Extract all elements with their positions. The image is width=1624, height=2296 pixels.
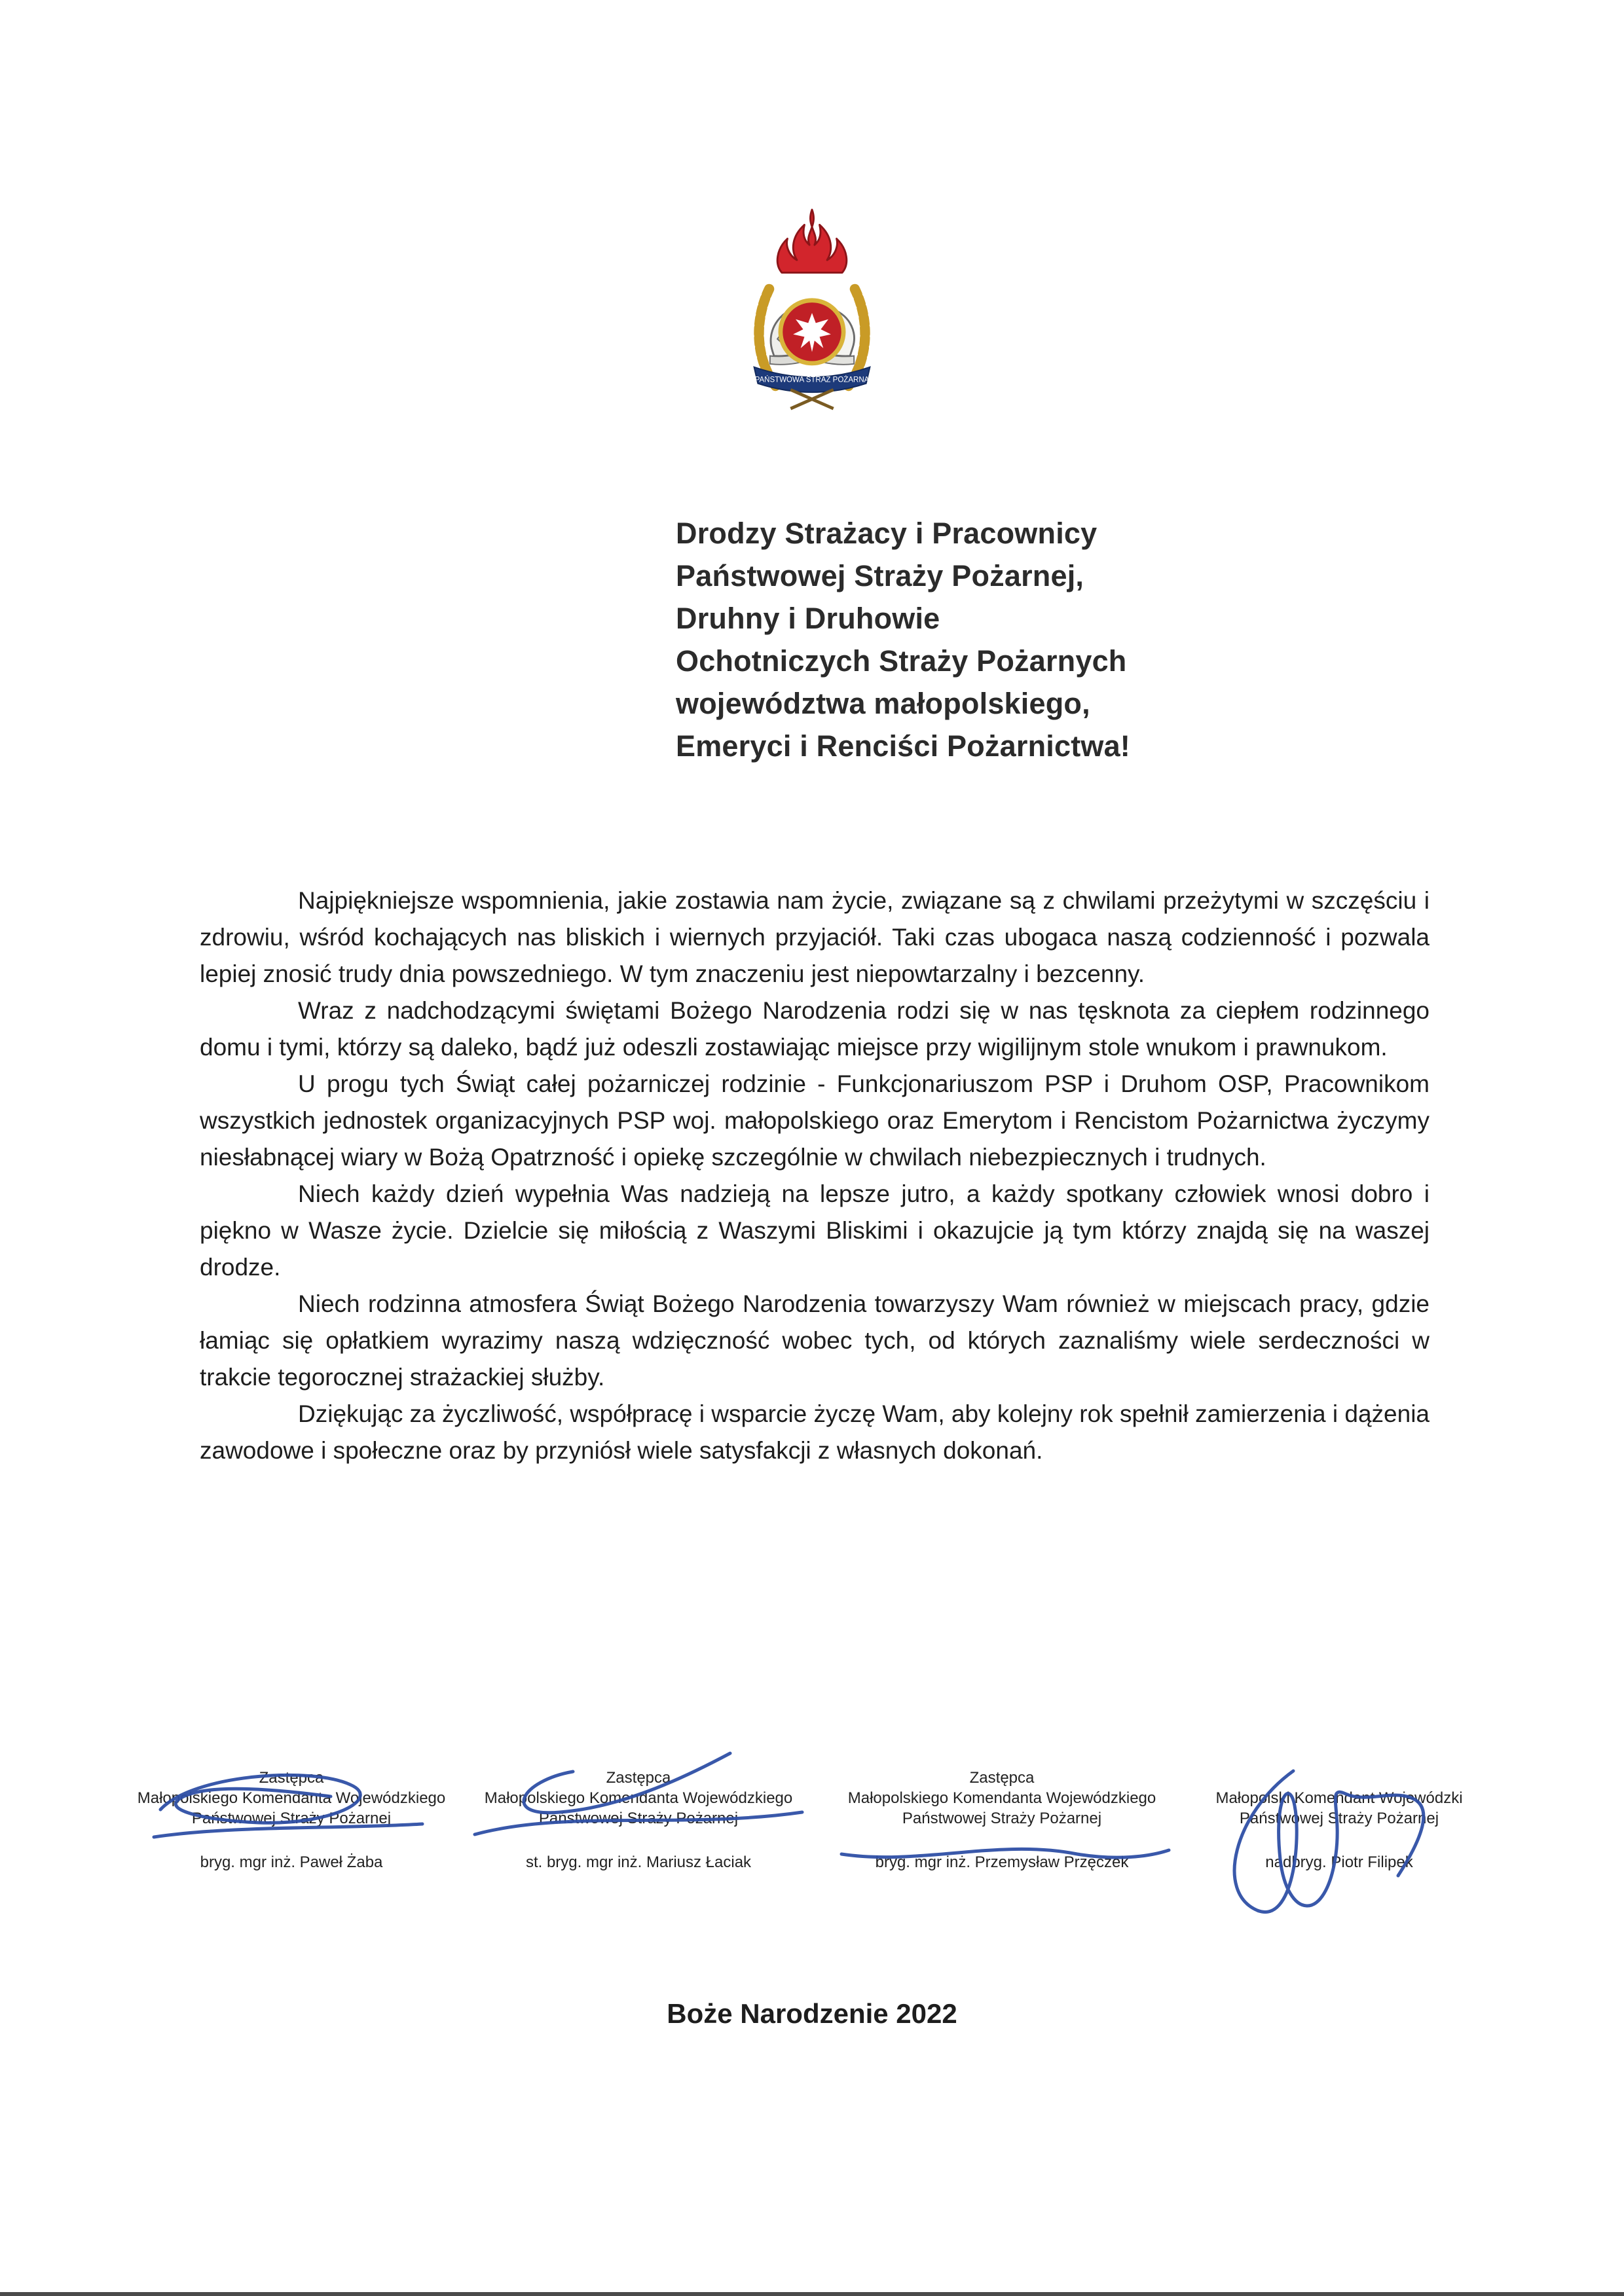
signature-block-zaba xyxy=(121,1768,462,1872)
closing-title: Boże Narodzenie 2022 xyxy=(667,1998,957,2029)
signature-role-line: Małopolskiego Komendanta Wojewódzkiego xyxy=(484,1789,793,1807)
scan-artifact-line xyxy=(0,2292,1624,2296)
signature-role-line: Państwowej Straży Pożarnej xyxy=(191,1810,392,1827)
signature-row xyxy=(0,1768,1624,1977)
signature-name: nadbryg. Piotr Filipek xyxy=(1265,1853,1413,1871)
body-paragraph: Niech rodzinna atmosfera Świąt Bożego Narodzenia towarzyszy Wam również w miejscach pracy, gdzie łamiąc się opłatkiem wyrazimy naszą wdzięczność wobec tych, od których zaznaliśmy wiele serdeczności w trakcie tegorocznej strażackiej służby. xyxy=(200,1290,1430,1391)
signature-role-line: Małopolski Komendant Wojewódzki xyxy=(1215,1789,1463,1807)
flame-icon xyxy=(777,210,847,272)
salutation-line: Drodzy Strażacy i Pracownicy xyxy=(676,517,1098,550)
salutation-line: województwa małopolskiego, xyxy=(676,687,1090,720)
signature-block-przeczek xyxy=(828,1768,1175,1872)
signature-role-line: Zastępca xyxy=(969,1769,1035,1787)
signature-block-filipek xyxy=(1202,1768,1477,1872)
signature-role-line: Państwowej Straży Pożarnej xyxy=(1239,1810,1439,1827)
signature-role-line: Zastępca xyxy=(259,1769,324,1787)
body-paragraph: Najpiękniejsze wspomnienia, jakie zostawia nam życie, związane są z chwilami przeżytymi w szczęściu i zdrowiu, wśród kochających nas bliskich i wiernych przyjaciół. Taki czas ubogaca naszą codzienność i pozwala lepiej znosić trudy dnia powszedniego. W tym znaczeniu jest niepowtarzalny i bezcenny. xyxy=(200,887,1430,987)
signature-role-line: Zastępca xyxy=(606,1769,671,1787)
body-paragraph: U progu tych Świąt całej pożarniczej rodzinie - Funkcjonariuszom PSP i Druhom OSP, Pracownikom wszystkich jednostek organizacyjnych PSP woj. małopolskiego oraz Emerytom i Rencistom Pożarnictwa życzymy niesłabnącej wiary w Bożą Opatrzność i opiekę szczególnie w chwilach niebezpiecznych i trudnych. xyxy=(200,1070,1430,1171)
signature-role-line: Państwowej Straży Pożarnej xyxy=(902,1810,1102,1827)
signature-name: bryg. mgr inż. Przemysław Przęczek xyxy=(875,1853,1129,1871)
salutation-line: Państwowej Straży Pożarnej, xyxy=(676,559,1084,592)
salutation-line: Druhny i Druhowie xyxy=(676,602,940,635)
letter-body xyxy=(200,883,1430,1469)
salutation-line: Emeryci i Renciści Pożarnictwa! xyxy=(676,729,1130,763)
signature-role-line: Państwowej Straży Pożarnej xyxy=(538,1810,739,1827)
signature-name: st. bryg. mgr inż. Mariusz Łaciak xyxy=(525,1853,752,1871)
salutation-heading xyxy=(676,512,1304,767)
signature-block-laciak xyxy=(471,1768,805,1872)
body-paragraph: Dziękując za życzliwość, współpracę i wsparcie życzę Wam, aby kolejny rok spełnił zamierzenia i dążenia zawodowe i społeczne oraz by przyniósł wiele satysfakcji z własnych dokonań. xyxy=(200,1400,1430,1464)
fire-service-emblem xyxy=(730,208,894,416)
signature-role-line: Małopolskiego Komendanta Wojewódzkiego xyxy=(137,1789,446,1807)
signature-name: bryg. mgr inż. Paweł Żaba xyxy=(200,1853,383,1871)
body-paragraph: Wraz z nadchodzącymi świętami Bożego Narodzenia rodzi się w nas tęsknota za ciepłem rodzinnego domu i tymi, którzy są daleko, bądź już odeszli zostawiając miejsce przy wigilijnym stole wnukom i prawnukom. xyxy=(200,997,1430,1061)
signature-role-line: Małopolskiego Komendanta Wojewódzkiego xyxy=(847,1789,1156,1807)
emblem-banner-text: PAŃSTWOWA STRAŻ POŻARNA xyxy=(754,376,870,384)
salutation-line: Ochotniczych Straży Pożarnych xyxy=(676,644,1127,678)
body-paragraph: Niech każdy dzień wypełnia Was nadzieją na lepsze jutro, a każdy spotkany człowiek wnosi dobro i piękno w Wasze życie. Dzielcie się miłością z Waszymi Bliskimi i okazujcie ją tym którzy znajdą się na waszej drodze. xyxy=(200,1180,1430,1281)
